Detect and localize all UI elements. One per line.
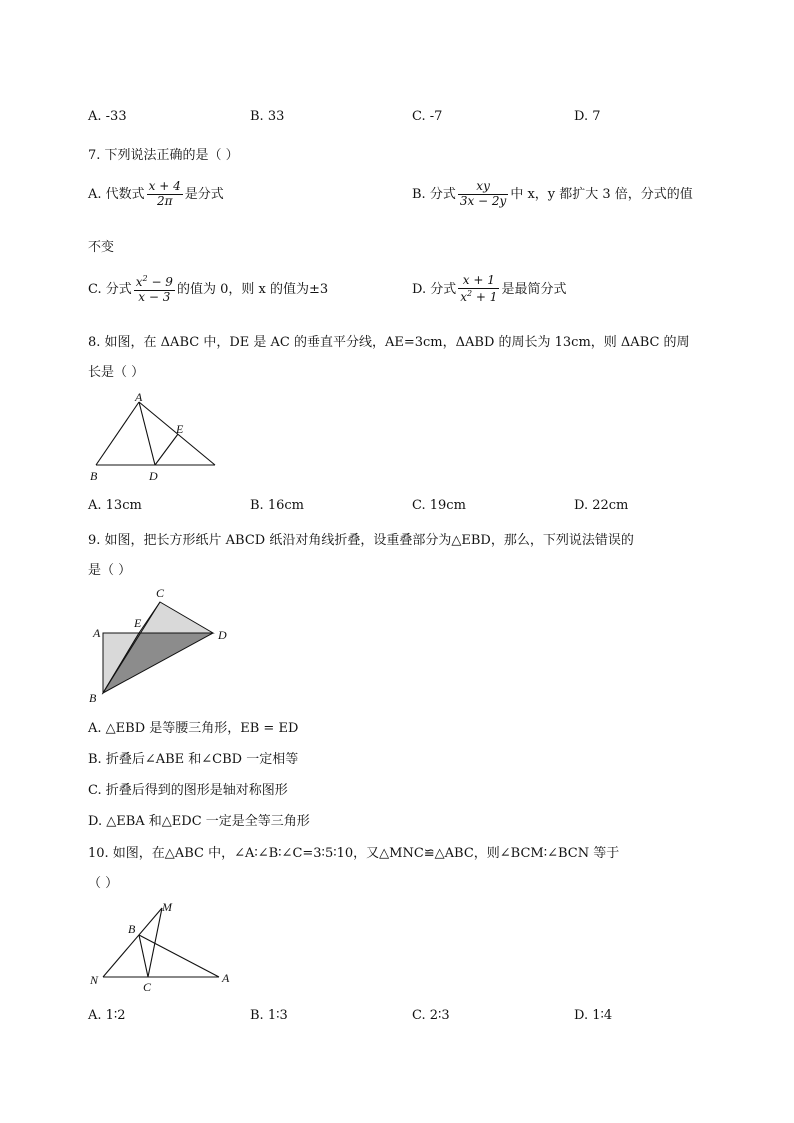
q10-option-a: A. 1∶2 — [88, 1008, 126, 1023]
q10-option-d: D. 1∶4 — [574, 1008, 613, 1023]
q9-figure — [86, 582, 236, 707]
q10-label-n: N — [90, 973, 99, 987]
q8-label-d: D — [149, 469, 158, 483]
q10-label-m: M — [162, 900, 172, 914]
q6-option-a: A. -33 — [88, 109, 127, 124]
q9-label-b: B — [89, 691, 97, 705]
q10-option-b: B. 1∶3 — [250, 1008, 288, 1023]
q6-option-b: B. 33 — [250, 109, 285, 124]
q7-c-fraction: $\frac{x^2 - 9}{x - 3}$ — [135, 274, 173, 304]
q9-stem-line2: 是（ ） — [88, 563, 132, 578]
q8-stem-line1: 8. 如图，在 ΔABC 中，DE 是 AC 的垂直平分线，AE=3cm，ΔABD 的周长为 13cm，则 ΔABC 的周 — [88, 335, 690, 350]
q8-option-a: A. 13cm — [88, 498, 142, 513]
q10-stem-line2: （ ） — [88, 876, 119, 891]
q9-label-c: C — [156, 586, 165, 600]
q6-option-d: D. 7 — [574, 109, 601, 124]
q7-option-b-cont: 不变 — [88, 240, 115, 255]
q7-option-a — [88, 180, 224, 209]
q9-option-a: A. △EBD 是等腰三角形，EB = ED — [88, 721, 299, 736]
q7-d-fraction: $\frac{x + 1}{x^2 + 1}$ — [460, 273, 498, 304]
q8-stem-line2: 长是（ ） — [88, 365, 145, 380]
q8-label-a: A — [135, 390, 143, 404]
q8-option-c: C. 19cm — [412, 498, 466, 513]
q10-label-a: A — [222, 971, 230, 985]
q7-b-fraction: $\frac{xy}{3x - 2y}$ — [459, 179, 507, 208]
q10-label-b: B — [128, 922, 136, 936]
q9-option-c: C. 折叠后得到的图形是轴对称图形 — [88, 783, 288, 798]
q10-figure — [86, 898, 246, 998]
q10-label-c: C — [143, 980, 152, 994]
q10-option-c: C. 2∶3 — [412, 1008, 450, 1023]
q9-label-d: D — [218, 628, 227, 642]
q9-label-e: E — [134, 616, 142, 630]
q7-a-prefix: A. 代数式 — [88, 186, 145, 202]
q8-option-d: D. 22cm — [574, 498, 629, 513]
q8-label-e: E — [176, 422, 184, 436]
q8-option-b: B. 16cm — [250, 498, 304, 513]
q9-stem-line1: 9. 如图，把长方形纸片 ABCD 纸沿对角线折叠，设重叠部分为△EBD，那么，下列说法错误的 — [88, 533, 634, 548]
q10-stem-line1: 10. 如图，在△ABC 中，∠A∶∠B∶∠C=3∶5∶10，又△MNC≌△ABC，则∠BCM∶∠BCN 等于 — [88, 846, 620, 861]
q6-option-c: C. -7 — [412, 109, 443, 124]
q7-option-c: C. 分式 $\frac{x^2 - 9}{x - 3}$ 的值为 0，则 x 的值为±3 — [88, 274, 329, 304]
q7-a-suffix: 是分式 — [184, 186, 224, 202]
q9-label-a: A — [93, 626, 101, 640]
q7-option-b: B. 分式 $\frac{xy}{3x - 2y}$ 中 x，y 都扩大 3 倍，分式的值 — [412, 179, 693, 208]
q9-option-d: D. △EBA 和△EDC 一定是全等三角形 — [88, 814, 310, 829]
q7-option-d: D. 分式 $\frac{x + 1}{x^2 + 1}$ 是最简分式 — [412, 273, 567, 304]
q8-label-b: B — [90, 469, 98, 483]
q9-option-b: B. 折叠后∠ABE 和∠CBD 一定相等 — [88, 752, 299, 767]
q7-a-fraction: $\frac{x + 4}{2\pi}$ — [148, 179, 181, 208]
q8-figure — [86, 390, 226, 485]
q7-stem: 7. 下列说法正确的是（ ） — [88, 148, 239, 163]
